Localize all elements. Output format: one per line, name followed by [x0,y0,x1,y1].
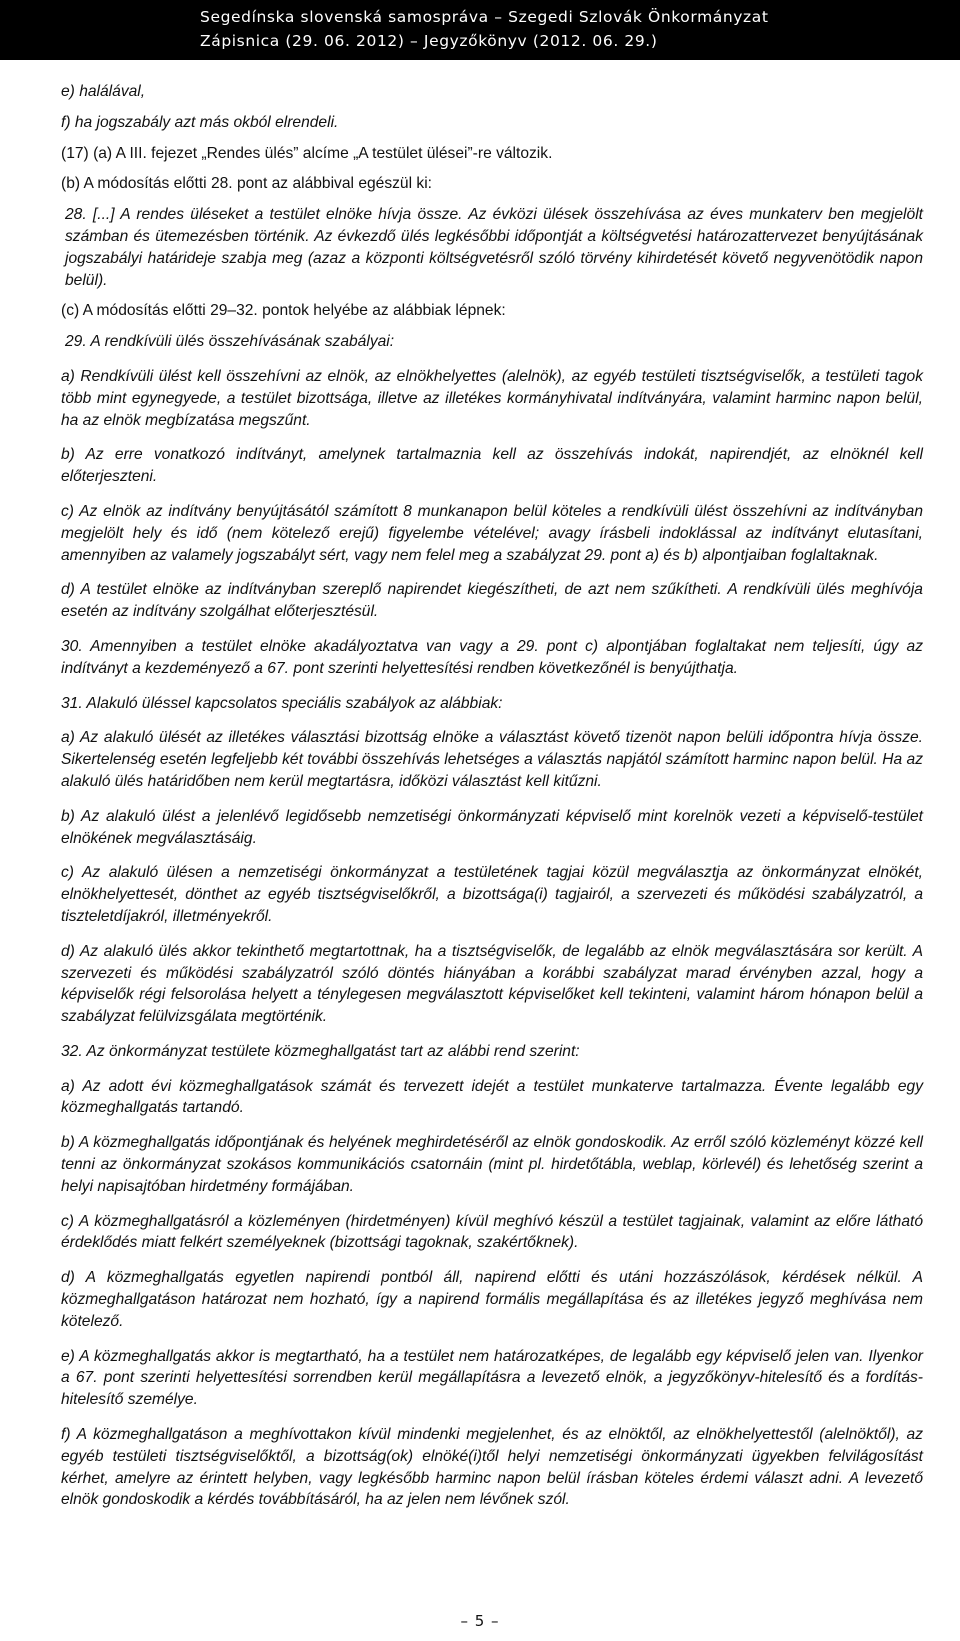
point-31-c: c) Az alakuló ülésen a nemzetiségi önkormányzat a testületének tagjai közül megválasztja az önkormányzat elnökét, elnökhelyettesét, dönthet az egyéb tisztségviselőkről, a bizottsága(i) tagjairól, a szervezeti és működési szabályzatról, a tiszteletdíjakról, illetményekről. [61,864,923,925]
point-32-f: f) A közmeghallgatáson a meghívottakon kívül mindenki megjelenhet, és az elnöktől, az elnökhelyettestől (alelnöktől), az egyéb testületi tisztségviselőktől, a bizottság(ok) elnöké(i)től helyi nemzetiségi önkormányzati ügyekben felvilágosítást kérhet, amelyre az érintett helyben, vagy legkésőbb harminc napon belül írásban köteles érdemi választ adni. A levezető elnök gondoskodik a kérdés továbbításáról, ha az jelen nem lévőnek szól. [61,1426,923,1509]
point-29-d: d) A testület elnöke az indítványban szereplő napirendet kiegészítheti, de azt nem szűkítheti. A rendkívüli ülés meghívója esetén az indítvány szolgálhat előterjesztésül. [61,581,923,621]
header-title-line: Segedínska slovenská samospráva – Szegedi Szlovák Önkormányzat [200,8,769,26]
amendment-17b: (b) A módosítás előtti 28. pont az alábbival egészül ki: [61,175,432,193]
document-body [61,81,923,1511]
point-29-a: a) Rendkívüli ülést kell összehívni az elnök, az elnökhelyettes (alelnök), az egyéb testületi tisztségviselők, a testületi tagok több mint egynegyede, a testület bizottsága, illetve az illetékes kormányhivatal indítványára, valamint harminc napon belül, ha az elnök megbízatása megszűnt. [61,367,923,429]
point-29-c: c) Az elnök az indítvány benyújtásától számított 8 munkanapon belül köteles a rendkívüli ülést összehívni az indítványban megjelölt hely és idő (nem kötelező erejű) figyelembe vételével; avagy írásbeli indoklással az indítványt elutasítani, amennyiben az valamely jogszabályt sért, vagy nem felel meg a szabályzat 29. pont a) és b) alpontjaiban foglaltaknak. [61,502,923,564]
point-29-heading: 29. A rendkívüli ülés összehívásának szabályai: [65,333,395,351]
point-32-c: c) A közmeghallgatásról a közleményen (hirdetményen) kívül meghívó készül a testület tagjainak, valamint az előre látható érdeklődés miatt felkért személyeknek (bizottsági tagoknak, szakértőknek). [61,1212,923,1252]
point-32-heading: 32. Az önkormányzat testülete közmeghallgatást tart az alábbi rend szerint: [61,1042,580,1060]
point-31-heading: 31. Alakuló üléssel kapcsolatos speciális szabályok az alábbiak: [61,694,503,712]
point-32-b: b) A közmeghallgatás időpontjának és helyének meghirdetéséről az elnök gondoskodik. Az erről szóló közleményt közzé kell tenni az önkormányzat szokásos kommunikációs csatornáin (mint pl. hirdetőtábla, weblap, körlevél) és lehetőség szerint a helyi napisajtóban hirdetmény formájában. [61,1134,923,1195]
point-32-d: d) A közmeghallgatás egyetlen napirendi pontból áll, napirend előtti és utáni hozzászólások, kérdések nélkül. A közmeghallgatáson határozat nem hozható, így a napirend formális megállapítása és az illetékes jegyző meghívása nem kötelező. [61,1269,923,1330]
paragraph-e: e) halálával, [61,83,146,100]
header-minutes-line: Zápisnica (29. 06. 2012) – Jegyzőkönyv (2012. 06. 29.) [200,32,658,50]
point-31-d: d) Az alakuló ülés akkor tekinthető megtartottnak, ha a tisztségviselők, de legalább az elnök megválasztására sor került. A szervezeti és működési szabályzatról szóló döntés hiányában a korábbi szabályzat marad érvényben azzal, hogy a képviselők régi felsorolása helyett a ténylegesen megválasztott képviselőket kell tekinteni, valamint három hónapon belül a szabályzat felülvizsgálata megtörténik. [61,942,923,1026]
point-32-a: a) Az adott évi közmeghallgatások számát és tervezett idejét a testület munkaterve tartalmazza. Évente legalább egy közmeghallgatás tartandó. [61,1077,923,1117]
point-31-b: b) Az alakuló ülést a jelenlévő legidősebb nemzetiségi önkormányzati képviselő mint korelnök vezeti a képviselő-testület elnökének megválasztásáig. [61,807,923,847]
point-30: 30. Amennyiben a testület elnöke akadályoztatva van vagy a 29. pont c) alpontjában foglaltakat nem teljesíti, úgy az indítványt a kezdeményező a 67. pont szerinti helyettesítési rendben következőnél is benyújthatja. [61,637,923,677]
page-number: – 5 – [460,1612,500,1630]
paragraph-f: f) ha jogszabály azt más okból elrendeli. [61,113,339,131]
page-header [0,0,960,60]
point-28: 28. [...] A rendes üléseket a testület elnöke hívja össze. Az évközi ülések összehívása az éves munkaterv ben megjelölt számban és ütemezésben történik. Az évkezdő ülés legkésőbbi időpontját a költségvetési határozattervezet benyújtásának jogszabályi határideje szabja meg (azaz a központi költségvetésről szóló törvény kihirdetését követő negyvenötödik napon belül). [65,206,923,289]
point-29-b: b) Az erre vonatkozó indítványt, amelynek tartalmaznia kell az összehívás indokát, napirendjét, az elnöknél kell előterjeszteni. [61,446,923,486]
amendment-17c: (c) A módosítás előtti 29–32. pontok helyébe az alábbiak lépnek: [61,302,506,320]
point-32-e: e) A közmeghallgatás akkor is megtartható, ha a testület nem határozatképes, de legalább egy képviselő jelen van. Ilyenkor a 67. pont szerinti helyettesítési sorrendben kerül megállapításra a levezető elnök, a jegyzőkönyv-hitelesítő és a fordítás-hitelesítő személye. [61,1347,923,1409]
point-31-a: a) Az alakuló ülését az illetékes választási bizottság elnöke a választást követő tizenöt napon belüli időpontra hívja össze. Sikertelenség esetén legfeljebb két további összehívás lehetséges a választás napjától számított harminc napon belül. Ha az alakuló ülés határidőben nem kerül megtartásra, időközi választást kell kitűzni. [61,729,923,790]
amendment-17a: (17) (a) A III. fejezet „Rendes ülés” alcíme „A testület ülései”-re változik. [61,144,553,162]
